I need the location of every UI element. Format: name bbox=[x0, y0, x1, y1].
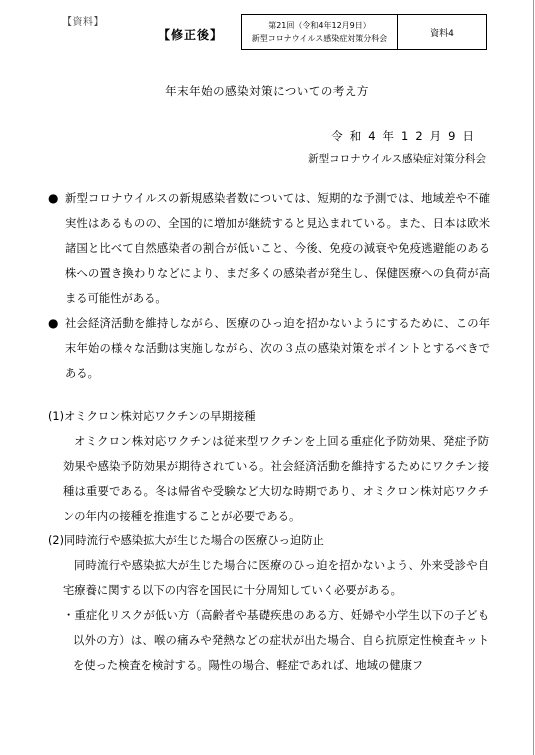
document-date: 令和4年12月9日 bbox=[331, 129, 481, 143]
page-title: 年末年始の感染対策についての考え方 bbox=[165, 84, 369, 98]
section-body-1: オミクロン株対応ワクチンは従来型ワクチンを上回る重症化予防効果、発症予防効果や感染予防効果が期待されている。社会経済活動を維持するためにワクチン接種は重要である。冬は帰省や受験など大切な時期であり、オミクロン株対応ワクチンの年内の接種を推進することが必要である。 bbox=[63, 435, 489, 523]
document-header-box bbox=[241, 14, 487, 50]
meeting-info bbox=[242, 15, 398, 49]
document-number: 資料4 bbox=[430, 28, 454, 39]
section-heading-1: (1)オミクロン株対応ワクチンの早期接種 bbox=[48, 410, 256, 423]
bullet-text: 社会経済活動を維持しながら、医療のひっ迫を招かないようにするために、この年末年始の様々な活動は実施しながら、次の３点の感染対策をポイントとするべきである。 bbox=[65, 317, 490, 380]
meeting-committee: 新型コロナウイルス感染症対策分科会 bbox=[251, 34, 388, 43]
section-heading-2: (2)同時流行や感染拡大が生じた場合の医療ひっ迫防止 bbox=[48, 534, 324, 547]
bullet-text: 新型コロナウイルスの新規感染者数については、短期的な予測では、地域差や不確実性はあるものの、全国的に増加が継続すると見込まれている。また、日本は欧米諸国と比べて自然感染者の割合が低いこと、今後、免疫の減衰や免疫逃避能のある株への置き換わりなどにより、まだ多くの感染者が発生し、保健医療への負荷が高まる可能性がある。 bbox=[65, 192, 490, 305]
list-item: ・重症化リスクが低い方（高齢者や基礎疾患のある方、妊婦や小学生以下の子ども以外の方）は、喉の痛みや発熱などの症状が出た場合、自ら抗原定性検査キットを使った検査を検討する。陽性の場合、軽症であれば、地域の健康フ bbox=[63, 609, 489, 672]
bullet-icon: ● bbox=[48, 191, 59, 205]
meeting-session: 第21回（令和4年12月9日） bbox=[268, 21, 371, 30]
bullet-paragraph-2 bbox=[48, 311, 490, 386]
revised-label: 【修正後】 bbox=[158, 28, 224, 42]
material-label: 【資料】 bbox=[62, 17, 104, 28]
bullet-paragraph-1 bbox=[48, 186, 490, 311]
bullet-icon: ● bbox=[48, 316, 59, 330]
section-body-2: 同時流行や感染拡大が生じた場合に医療のひっ迫を招かないよう、外来受診や自宅療養に関する以下の内容を国民に十分周知していく必要がある。 bbox=[63, 559, 489, 597]
issuing-organization: 新型コロナウイルス感染症対策分科会 bbox=[308, 153, 486, 165]
